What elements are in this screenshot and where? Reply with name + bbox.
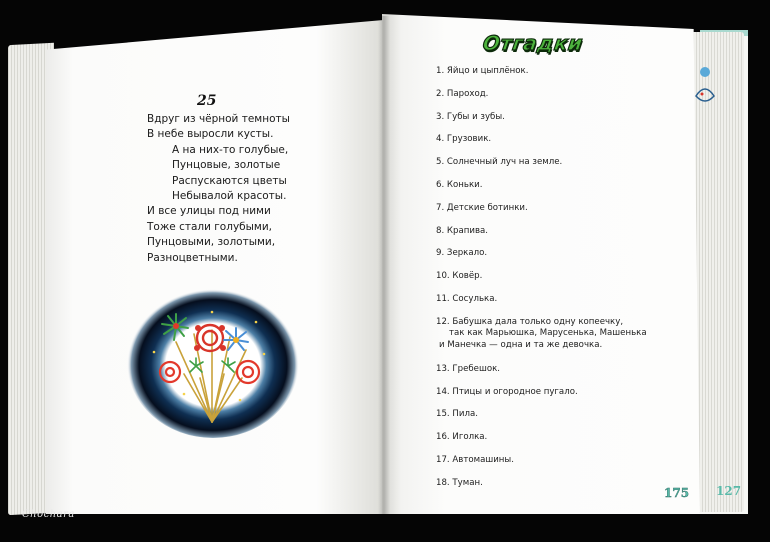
answer-item: 2. Пароход. — [436, 88, 489, 99]
page-number: 175 — [664, 486, 690, 500]
answer-line: так как Марьюшка, Марусенька, Машенька — [449, 328, 647, 339]
poem-line: Небывалой красоты. — [172, 189, 287, 202]
poem-line: В небе выросли кусты. — [147, 128, 274, 141]
poem-line: И все улицы под ними — [147, 205, 271, 218]
answer-item: 15. Пила. — [436, 409, 478, 420]
answer-item: 8. Крапива. — [436, 225, 489, 236]
answer-item: 6. Коньки. — [436, 179, 483, 190]
answer-item: 5. Солнечный луч на земле. — [436, 157, 563, 168]
answer-item — [436, 317, 647, 364]
answers-list — [436, 66, 647, 501]
poem — [147, 112, 290, 266]
photographer-watermark: Chochara — [22, 509, 75, 520]
poem-line: А на них-то голубые, — [172, 143, 289, 156]
answer-line: 12. Бабушка дала только одну копеечку, — [436, 316, 624, 327]
answer-item: 1. Яйцо и цыплёнок. — [436, 66, 529, 76]
answer-item: 11. Сосулька. — [436, 293, 498, 304]
answer-item: 18. Туман. — [436, 477, 483, 488]
answer-item: 3. Губы и зубы. — [436, 111, 505, 122]
riddle-number: 25 — [197, 93, 217, 109]
answer-item: 7. Детские ботинки. — [436, 202, 528, 213]
answer-item: 13. Гребешок. — [436, 363, 501, 374]
answer-item: 17. Автомашины. — [436, 454, 514, 465]
poem-line: Тоже стали голубыми, — [147, 220, 273, 233]
answer-line: и Манечка — одна и та же девочка. — [439, 339, 603, 350]
poem-line: Пунцовые, золотые — [172, 159, 281, 172]
answer-item: 9. Зеркало. — [436, 248, 488, 259]
answer-item: 16. Иголка. — [436, 432, 488, 443]
answer-item: 14. Птицы и огородное пугало. — [436, 386, 578, 397]
answer-item: 4. Грузовик. — [436, 134, 492, 145]
poem-line: Пунцовыми, золотыми, — [147, 236, 276, 249]
answer-item: 10. Ковёр. — [436, 271, 483, 282]
back-page-number: 127 — [716, 484, 742, 498]
poem-line: Распускаются цветы — [172, 174, 287, 187]
answers-title: Отгадки — [481, 31, 585, 55]
poem-line: Вдруг из чёрной темноты — [147, 113, 290, 125]
fireworks-bouquet-illustration — [124, 282, 302, 440]
back-page-decoration — [692, 60, 718, 120]
book-gutter — [378, 16, 390, 514]
poem-line: Разноцветными. — [147, 251, 238, 264]
